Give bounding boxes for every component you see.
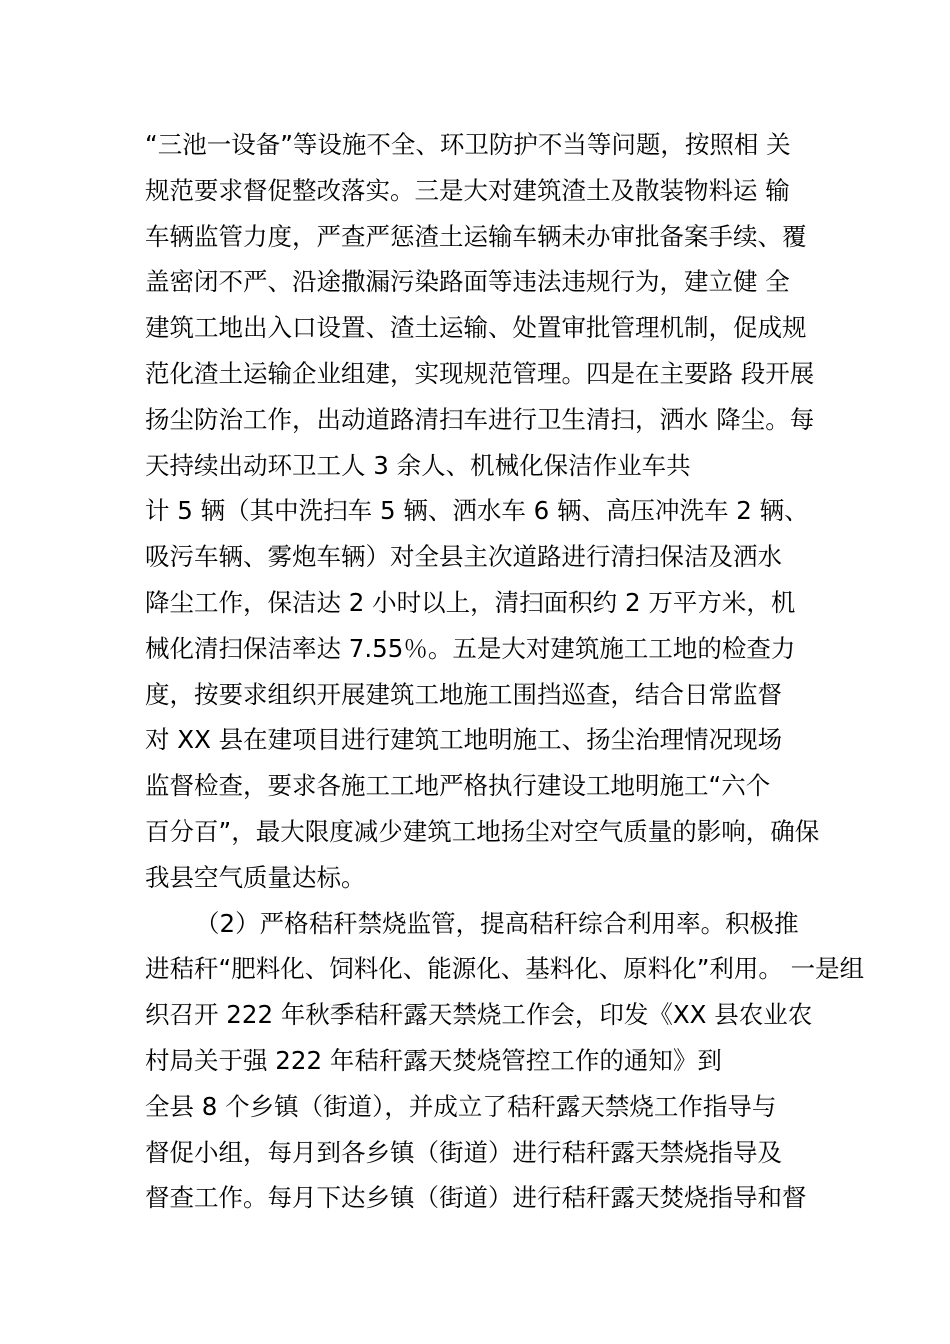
- text-line: 建筑工地出入口设置、渣土运输、处置审批管理机制，促成规: [145, 313, 807, 343]
- text-line: 全县 8 个乡镇（街道），并成立了秸秆露天禁烧工作指导与: [145, 1091, 777, 1121]
- text-line: 范化渣土运输企业组建，实现规范管理。四是在主要路 段开展: [145, 358, 815, 388]
- document-body: [145, 122, 865, 1221]
- text-line: 吸污车辆、雾炮车辆）对全县主次道路进行清扫保洁及洒水: [145, 542, 782, 572]
- text-line: 织召开 222 年秋季秸秆露天禁烧工作会，印发《XX 县农业农: [145, 1000, 813, 1030]
- text-line: 计 5 辆（其中洗扫车 5 辆、洒水车 6 辆、高压冲洗车 2 辆、: [145, 496, 809, 526]
- text-line: 村局关于强 222 年秸秆露天焚烧管控工作的通知》到: [145, 1045, 722, 1075]
- text-line: 督查工作。每月下达乡镇（街道）进行秸秆露天焚烧指导和督: [145, 1183, 807, 1213]
- section-heading-line: （2）严格秸秆禁烧监管，提高秸秆综合利用率。积极推: [195, 908, 799, 938]
- text-line: 进秸秆“肥料化、饲料化、能源化、基料化、原料化”利用。 一是组: [145, 954, 865, 984]
- text-line: 规范要求督促整改落实。三是大对建筑渣土及散装物料运 输: [145, 175, 790, 205]
- text-line: 我县空气质量达标。: [145, 862, 366, 892]
- text-line: 监督检查，要求各施工工地严格执行建设工地明施工“六个: [145, 771, 771, 801]
- text-line: 械化清扫保洁率达 7.55％。五是大对建筑施工工地的检查力: [145, 633, 796, 663]
- text-line: “三池一设备”等设施不全、环卫防护不当等问题，按照相 关: [145, 130, 791, 159]
- text-line: 督促小组，每月到各乡镇（街道）进行秸秆露天禁烧指导及: [145, 1137, 782, 1167]
- text-line: 盖密闭不严、沿途撒漏污染路面等违法违规行为，建立健 全: [145, 267, 790, 297]
- text-line: 度，按要求组织开展建筑工地施工围挡巡查，结合日常监督: [145, 679, 782, 709]
- text-line: 扬尘防治工作，出动道路清扫车进行卫生清扫，洒水 降尘。每: [145, 404, 815, 434]
- text-line: 百分百”，最大限度减少建筑工地扬尘对空气质量的影响，确保: [145, 816, 820, 846]
- text-line: 对 XX 县在建项目进行建筑工地明施工、扬尘治理情况现场: [145, 725, 783, 755]
- text-line: 天持续出动环卫工人 3 余人、机械化保洁作业车共: [145, 450, 691, 480]
- text-line: 降尘工作，保洁达 2 小时以上，清扫面积约 2 万平方米，机: [145, 587, 796, 617]
- text-line: 车辆监管力度，严查严惩渣土运输车辆未办审批备案手续、覆: [145, 221, 807, 251]
